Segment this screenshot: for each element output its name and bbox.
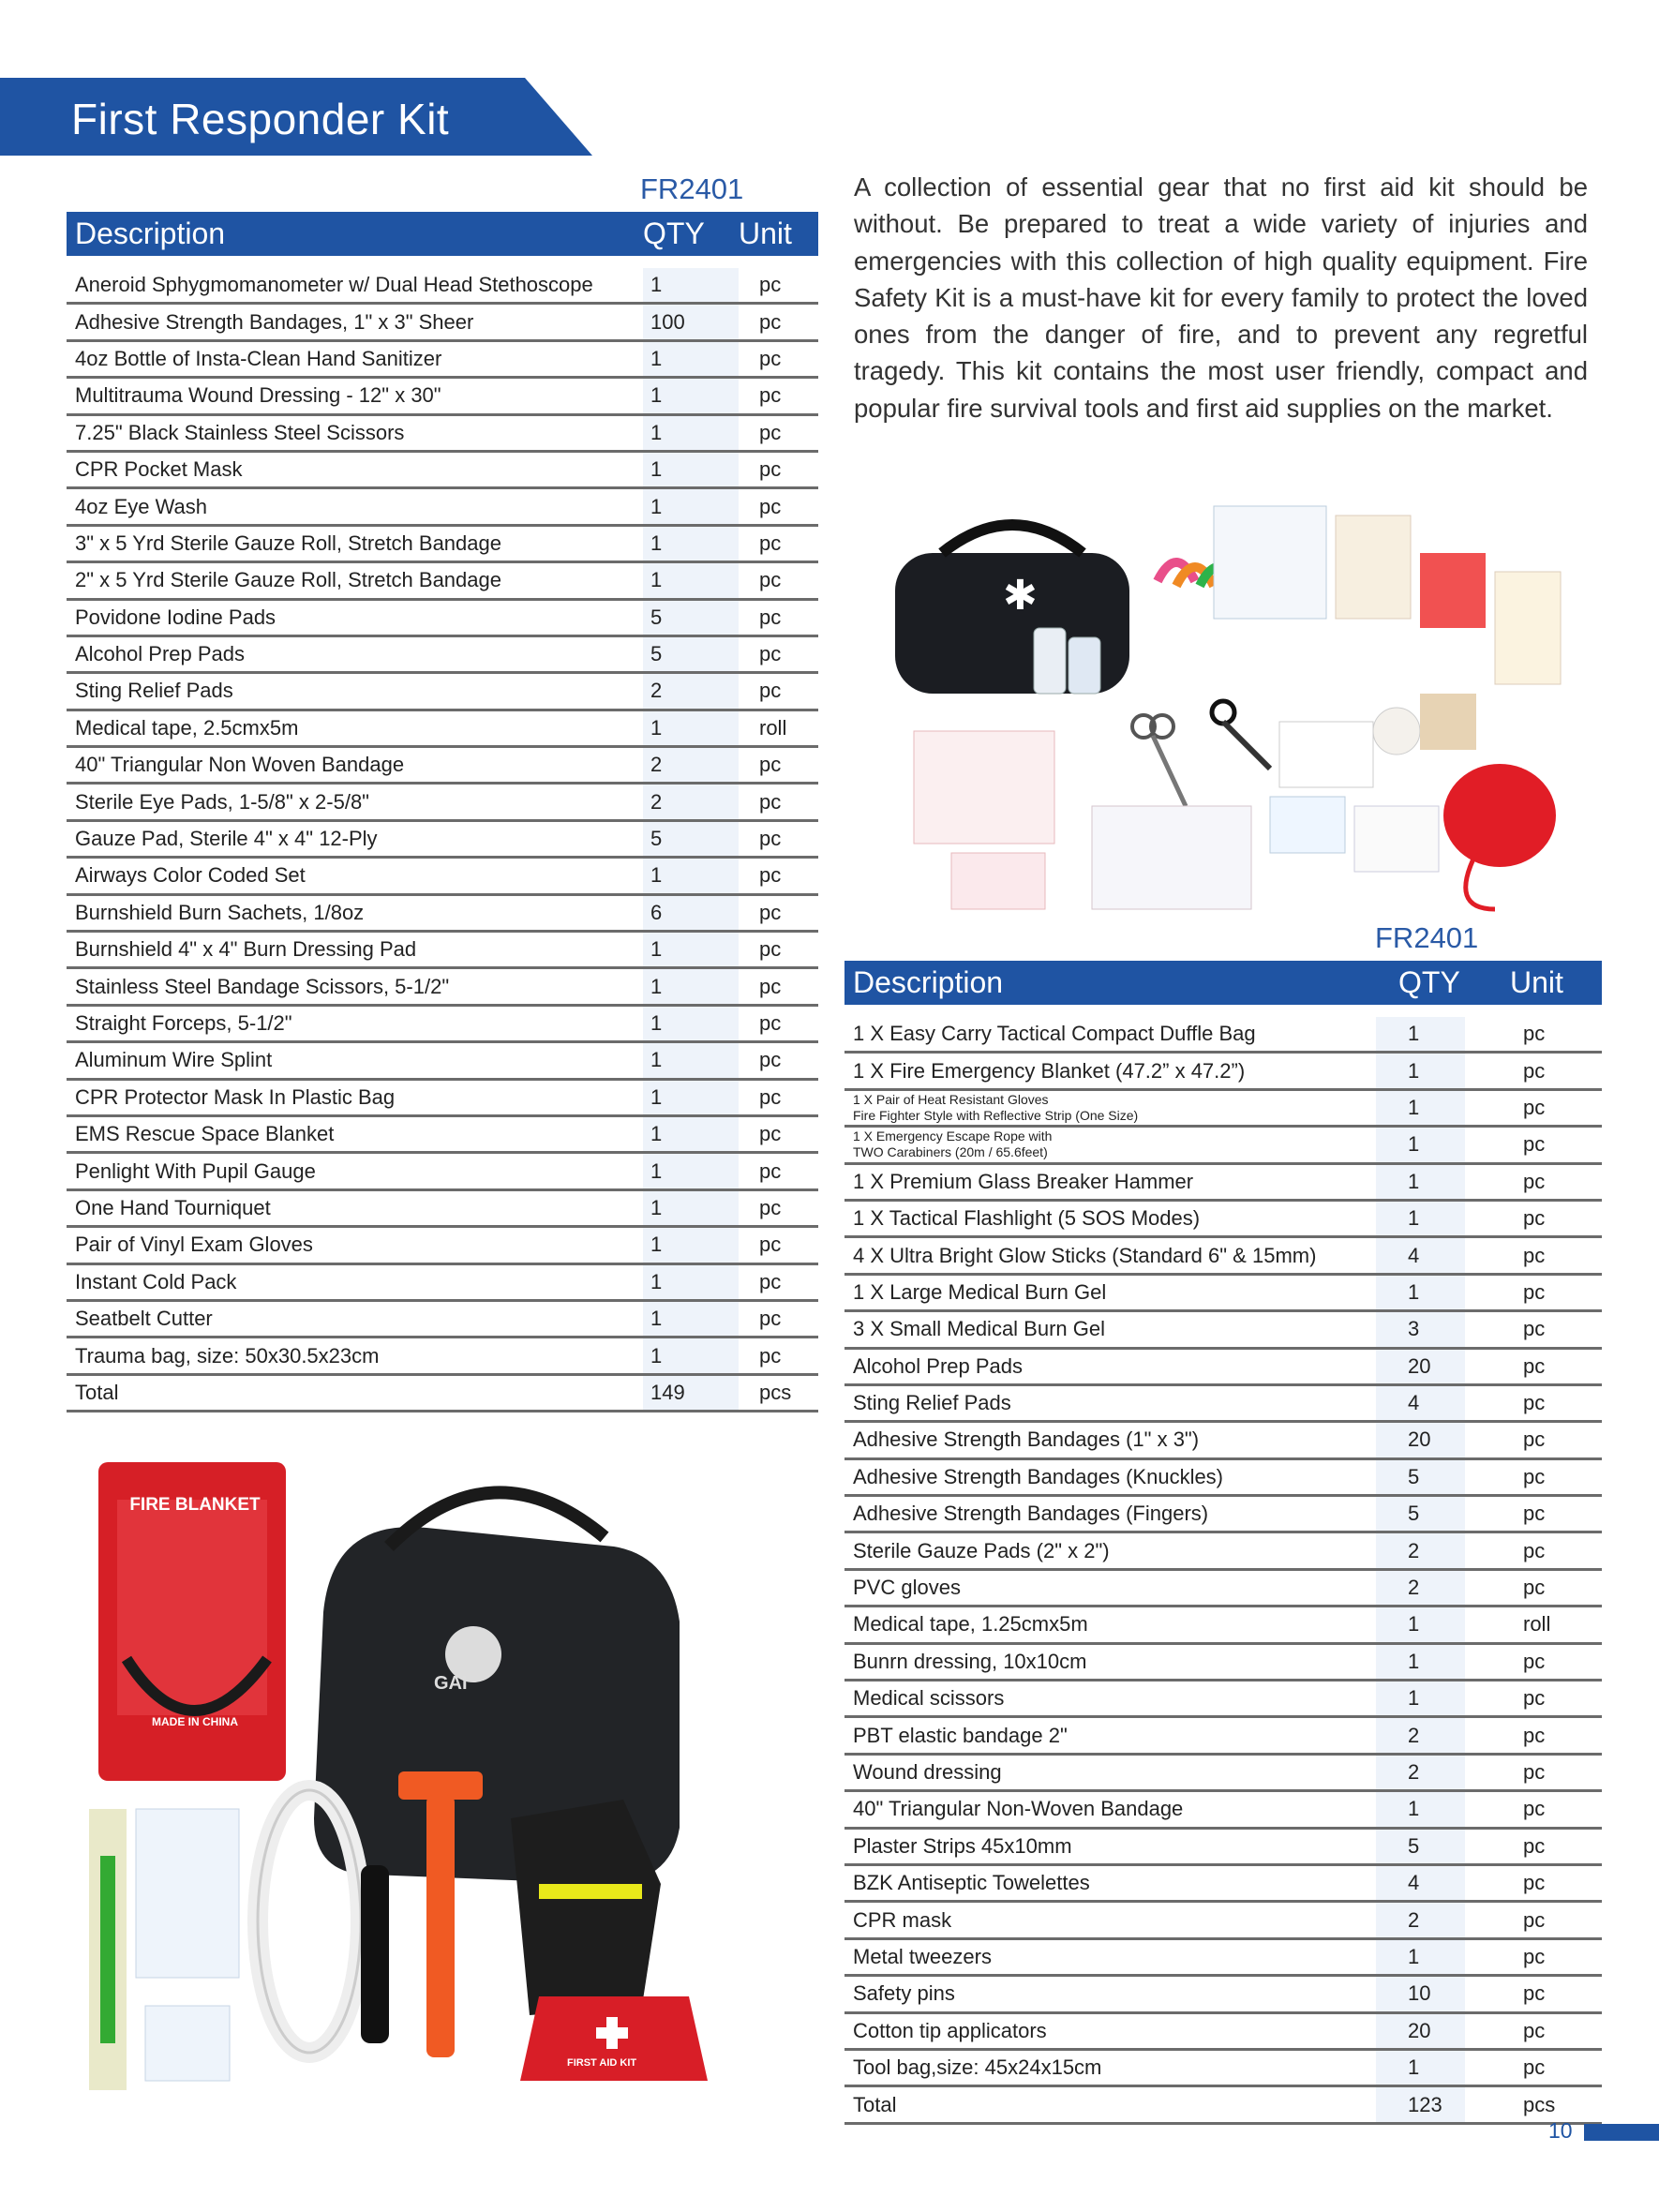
item-unit: pc xyxy=(1465,1311,1602,1348)
item-qty: 1 xyxy=(643,1227,739,1263)
item-description: 1 X Large Medical Burn Gel xyxy=(844,1274,1376,1310)
item-unit: pc xyxy=(739,1115,818,1152)
table-row xyxy=(844,1938,1602,1975)
item-qty: 1 xyxy=(1376,1681,1465,1717)
item-unit: pc xyxy=(1465,1017,1602,1053)
kit2-header-unit: Unit xyxy=(1465,961,1602,1007)
item-description: Gauze Pad, Sterile 4" x 4" 12-Ply xyxy=(67,820,643,857)
item-unit: pc xyxy=(1465,1976,1602,2012)
item-description: Pair of Vinyl Exam Gloves xyxy=(67,1227,643,1263)
table-row xyxy=(67,1189,818,1226)
item-description: Alcohol Prep Pads xyxy=(844,1348,1376,1384)
item-qty: 100 xyxy=(643,304,739,340)
item-description-line2: Fire Fighter Style with Reflective Strip (One Size) xyxy=(853,1107,1139,1123)
table-row xyxy=(844,1532,1602,1569)
table-row xyxy=(67,784,818,820)
table-row xyxy=(844,1643,1602,1680)
item-qty: 2 xyxy=(1376,1569,1465,1606)
item-qty: 6 xyxy=(643,894,739,931)
item-unit: pc xyxy=(739,1005,818,1041)
item-description: 40" Triangular Non-Woven Bandage xyxy=(844,1791,1376,1828)
item-description: 1 X Easy Carry Tactical Compact Duffle Bag xyxy=(844,1017,1376,1053)
kit2-header-row xyxy=(844,961,1602,1007)
table-row xyxy=(844,2049,1602,2085)
item-description: 1 X Premium Glass Breaker Hammer xyxy=(844,1163,1376,1200)
table-row xyxy=(844,1828,1602,1864)
item-unit: pc xyxy=(1465,1127,1602,1163)
item-unit: pc xyxy=(1465,1053,1602,1089)
item-qty: 2 xyxy=(643,747,739,784)
item-description: Medical tape, 2.5cmx5m xyxy=(67,710,643,746)
item-unit: pc xyxy=(739,488,818,525)
spacer-row xyxy=(844,1007,1602,1018)
photo-medical-kit xyxy=(876,497,1579,919)
table-row xyxy=(844,2012,1602,2049)
item-qty: 3 xyxy=(1376,1311,1465,1348)
item-qty: 1 xyxy=(643,1189,739,1226)
item-qty: 1 xyxy=(1376,1643,1465,1680)
item-description xyxy=(844,1127,1376,1163)
item-unit: pc xyxy=(1465,1864,1602,1901)
item-qty: 1 xyxy=(1376,1089,1465,1126)
item-qty: 1 xyxy=(1376,1053,1465,1089)
item-description: Straight Forceps, 5-1/2" xyxy=(67,1005,643,1041)
item-description: Plaster Strips 45x10mm xyxy=(844,1828,1376,1864)
item-description: One Hand Tourniquet xyxy=(67,1189,643,1226)
item-unit: pc xyxy=(1465,1422,1602,1458)
item-description: Adhesive Strength Bandages, 1" x 3" Sheer xyxy=(67,304,643,340)
item-description: PVC gloves xyxy=(844,1569,1376,1606)
kit1-header-row xyxy=(67,212,818,258)
spacer-row xyxy=(67,258,818,269)
item-description: 40" Triangular Non Woven Bandage xyxy=(67,747,643,784)
item-description: Total xyxy=(67,1374,643,1411)
table-row xyxy=(67,268,818,304)
table-row xyxy=(844,1017,1602,1053)
table-row xyxy=(844,1311,1602,1348)
table-row xyxy=(844,1569,1602,1606)
item-description: Aluminum Wire Splint xyxy=(67,1042,643,1079)
item-qty: 1 xyxy=(1376,1938,1465,1975)
table-row xyxy=(844,1163,1602,1200)
page-number: 10 xyxy=(1548,2118,1573,2143)
item-unit: pc xyxy=(739,968,818,1005)
item-description: 4 X Ultra Bright Glow Sticks (Standard 6" & 15mm) xyxy=(844,1237,1376,1274)
item-description: Povidone Iodine Pads xyxy=(67,599,643,635)
item-qty: 10 xyxy=(1376,1976,1465,2012)
item-unit: pc xyxy=(739,1227,818,1263)
item-description: Burnshield 4" x 4" Burn Dressing Pad xyxy=(67,932,643,968)
table-row xyxy=(67,820,818,857)
table-row xyxy=(844,1127,1602,1163)
item-description: Cotton tip applicators xyxy=(844,2012,1376,2049)
table-row xyxy=(844,1348,1602,1384)
item-description: Airways Color Coded Set xyxy=(67,858,643,894)
item-qty: 1 xyxy=(643,378,739,414)
item-unit: pc xyxy=(739,932,818,968)
table-row xyxy=(67,1263,818,1300)
item-qty: 2 xyxy=(1376,1717,1465,1754)
kit2-header-description: Description xyxy=(844,961,1376,1007)
table-row xyxy=(67,1005,818,1041)
item-qty: 1 xyxy=(1376,1017,1465,1053)
item-description: Penlight With Pupil Gauge xyxy=(67,1153,643,1189)
table-row xyxy=(844,1384,1602,1421)
item-unit: pc xyxy=(739,747,818,784)
item-unit: pcs xyxy=(1465,2086,1602,2123)
item-unit: pc xyxy=(1465,1643,1602,1680)
table-row xyxy=(67,968,818,1005)
table-row xyxy=(844,1607,1602,1643)
item-unit: pc xyxy=(1465,1532,1602,1569)
item-description: Tool bag,size: 45x24x15cm xyxy=(844,2049,1376,2085)
table-row xyxy=(67,1300,818,1337)
item-description: 4oz Bottle of Insta-Clean Hand Sanitizer xyxy=(67,340,643,377)
item-qty: 20 xyxy=(1376,1422,1465,1458)
item-qty: 1 xyxy=(643,1005,739,1041)
table-row xyxy=(844,1976,1602,2012)
item-qty: 1 xyxy=(1376,1200,1465,1236)
bag-brand-label: GAI xyxy=(434,1673,468,1694)
total-row xyxy=(844,2086,1602,2123)
kit1-table xyxy=(67,212,818,1412)
item-qty: 1 xyxy=(643,1263,739,1300)
item-unit: pc xyxy=(739,1189,818,1226)
item-description: 1 X Tactical Flashlight (5 SOS Modes) xyxy=(844,1200,1376,1236)
item-description-line1: 1 X Pair of Heat Resistant Gloves xyxy=(853,1091,1049,1107)
item-unit: pc xyxy=(1465,1717,1602,1754)
table-row xyxy=(67,1042,818,1079)
item-unit: pc xyxy=(739,599,818,635)
table-row xyxy=(67,1115,818,1152)
item-description-line2: TWO Carabiners (20m / 65.6feet) xyxy=(853,1144,1048,1160)
item-qty: 20 xyxy=(1376,2012,1465,2049)
item-qty: 1 xyxy=(643,340,739,377)
item-description: Wound dressing xyxy=(844,1754,1376,1790)
item-qty: 2 xyxy=(643,784,739,820)
item-description: Medical tape, 1.25cmx5m xyxy=(844,1607,1376,1643)
item-qty: 1 xyxy=(643,562,739,599)
kit2-table xyxy=(844,961,1602,2125)
kit1-header-description: Description xyxy=(67,212,643,258)
table-row xyxy=(844,1496,1602,1532)
item-qty: 5 xyxy=(643,599,739,635)
item-unit: pc xyxy=(739,820,818,857)
item-qty: 5 xyxy=(1376,1458,1465,1495)
item-qty: 1 xyxy=(643,1153,739,1189)
item-qty: 5 xyxy=(643,635,739,672)
item-qty: 1 xyxy=(643,1079,739,1115)
item-qty: 149 xyxy=(643,1374,739,1411)
item-description: Seatbelt Cutter xyxy=(67,1300,643,1337)
table-row xyxy=(67,599,818,635)
table-row xyxy=(844,1902,1602,1938)
kit2-header-qty: QTY xyxy=(1376,961,1465,1007)
table-row xyxy=(67,932,818,968)
item-description: BZK Antiseptic Towelettes xyxy=(844,1864,1376,1901)
item-qty: 1 xyxy=(643,525,739,561)
item-qty: 2 xyxy=(1376,1902,1465,1938)
item-description: Stainless Steel Bandage Scissors, 5-1/2" xyxy=(67,968,643,1005)
item-description: PBT elastic bandage 2" xyxy=(844,1717,1376,1754)
pouch-label: FIRST AID KIT xyxy=(567,2057,637,2069)
item-description: CPR mask xyxy=(844,1902,1376,1938)
item-qty: 4 xyxy=(1376,1237,1465,1274)
item-description: Safety pins xyxy=(844,1976,1376,2012)
item-unit: pc xyxy=(1465,1681,1602,1717)
kit1-header-qty: QTY xyxy=(643,212,739,258)
table-row xyxy=(67,635,818,672)
item-unit: pc xyxy=(1465,1274,1602,1310)
item-unit: pc xyxy=(1465,1938,1602,1975)
item-unit: pc xyxy=(739,858,818,894)
item-qty: 5 xyxy=(643,820,739,857)
table-row xyxy=(844,1274,1602,1310)
item-unit: pcs xyxy=(739,1374,818,1411)
item-description: 4oz Eye Wash xyxy=(67,488,643,525)
item-description: Alcohol Prep Pads xyxy=(67,635,643,672)
item-unit: pc xyxy=(739,340,818,377)
item-qty: 1 xyxy=(1376,1127,1465,1163)
table-row xyxy=(67,858,818,894)
item-qty: 2 xyxy=(1376,1754,1465,1790)
item-description xyxy=(844,1089,1376,1126)
item-description: Instant Cold Pack xyxy=(67,1263,643,1300)
item-qty: 1 xyxy=(643,1115,739,1152)
table-row xyxy=(67,488,818,525)
item-unit: roll xyxy=(1465,1607,1602,1643)
item-unit: pc xyxy=(1465,1384,1602,1421)
item-description: Trauma bag, size: 50x30.5x23cm xyxy=(67,1338,643,1374)
item-description: 3" x 5 Yrd Sterile Gauze Roll, Stretch Bandage xyxy=(67,525,643,561)
table-row xyxy=(67,1227,818,1263)
item-description: Aneroid Sphygmomanometer w/ Dual Head Stethoscope xyxy=(67,268,643,304)
item-unit: pc xyxy=(1465,1791,1602,1828)
item-description: Adhesive Strength Bandages (1" x 3") xyxy=(844,1422,1376,1458)
item-unit: pc xyxy=(1465,1902,1602,1938)
item-unit: pc xyxy=(739,635,818,672)
item-unit: pc xyxy=(739,1079,818,1115)
table-row xyxy=(67,525,818,561)
item-qty: 1 xyxy=(1376,1791,1465,1828)
item-unit: pc xyxy=(1465,1163,1602,1200)
intro-paragraph: A collection of essential gear that no first aid kit should be without. Be prepared to treat a wide variety of injuries and emergencies with this collection of high quality equipment. Fire Safety Kit is a must-have kit for every family to protect the loved ones from the danger of fire, and to prevent any regretful tragedy. This kit contains the most user friendly, compact and popular fire survival tools and first aid supplies on the market. xyxy=(854,172,1588,423)
item-unit: pc xyxy=(739,1300,818,1337)
item-qty: 5 xyxy=(1376,1828,1465,1864)
item-qty: 1 xyxy=(1376,2049,1465,2085)
item-unit: pc xyxy=(739,784,818,820)
item-unit: pc xyxy=(739,673,818,710)
item-description: Sting Relief Pads xyxy=(844,1384,1376,1421)
table-row xyxy=(844,1864,1602,1901)
table-row xyxy=(844,1089,1602,1126)
item-description: Total xyxy=(844,2086,1376,2123)
item-unit: pc xyxy=(1465,2049,1602,2085)
item-qty: 2 xyxy=(1376,1532,1465,1569)
fire-safety-kit-illustration xyxy=(89,1443,731,2100)
kit1-product-code: FR2401 xyxy=(640,172,744,205)
item-unit: pc xyxy=(739,525,818,561)
table-row xyxy=(67,562,818,599)
item-qty: 5 xyxy=(1376,1496,1465,1532)
table-row xyxy=(67,304,818,340)
medical-kit-illustration xyxy=(876,497,1579,919)
item-description: EMS Rescue Space Blanket xyxy=(67,1115,643,1152)
table-row xyxy=(67,378,818,414)
item-unit: pc xyxy=(739,562,818,599)
item-qty: 1 xyxy=(643,1300,739,1337)
item-unit: pc xyxy=(739,268,818,304)
table-row xyxy=(844,1200,1602,1236)
table-row xyxy=(67,451,818,487)
table-row xyxy=(67,747,818,784)
item-unit: pc xyxy=(1465,1089,1602,1126)
item-unit: pc xyxy=(1465,1754,1602,1790)
item-unit: pc xyxy=(739,304,818,340)
item-unit: pc xyxy=(1465,2012,1602,2049)
item-unit: pc xyxy=(1465,1458,1602,1495)
table-row xyxy=(844,1422,1602,1458)
table-row xyxy=(67,1153,818,1189)
item-qty: 1 xyxy=(1376,1163,1465,1200)
item-unit: pc xyxy=(1465,1348,1602,1384)
item-unit: pc xyxy=(1465,1828,1602,1864)
item-qty: 1 xyxy=(643,268,739,304)
item-description: Bunrn dressing, 10x10cm xyxy=(844,1643,1376,1680)
item-qty: 1 xyxy=(643,968,739,1005)
item-description-line1: 1 X Emergency Escape Rope with xyxy=(853,1128,1053,1144)
fire-blanket-made: MADE IN CHINA xyxy=(152,1715,238,1728)
item-unit: roll xyxy=(739,710,818,746)
item-unit: pc xyxy=(739,451,818,487)
item-qty: 1 xyxy=(643,858,739,894)
item-qty: 1 xyxy=(643,710,739,746)
kit2-product-code: FR2401 xyxy=(1375,921,1479,954)
item-description: CPR Protector Mask In Plastic Bag xyxy=(67,1079,643,1115)
item-qty: 4 xyxy=(1376,1384,1465,1421)
item-description: Sterile Gauze Pads (2" x 2") xyxy=(844,1532,1376,1569)
table-row xyxy=(844,1458,1602,1495)
item-unit: pc xyxy=(739,1042,818,1079)
item-description: Multitrauma Wound Dressing - 12" x 30" xyxy=(67,378,643,414)
item-unit: pc xyxy=(739,1153,818,1189)
item-unit: pc xyxy=(739,378,818,414)
table-row xyxy=(67,1079,818,1115)
item-qty: 1 xyxy=(643,414,739,451)
item-description: Adhesive Strength Bandages (Fingers) xyxy=(844,1496,1376,1532)
item-unit: pc xyxy=(1465,1569,1602,1606)
item-qty: 2 xyxy=(643,673,739,710)
item-qty: 1 xyxy=(643,932,739,968)
item-description: 1 X Fire Emergency Blanket (47.2” x 47.2”) xyxy=(844,1053,1376,1089)
table-row xyxy=(844,1754,1602,1790)
table-row xyxy=(67,1338,818,1374)
table-row xyxy=(67,340,818,377)
table-row xyxy=(844,1717,1602,1754)
item-description: CPR Pocket Mask xyxy=(67,451,643,487)
item-qty: 1 xyxy=(1376,1274,1465,1310)
kit1-header-unit: Unit xyxy=(739,212,818,258)
item-unit: pc xyxy=(1465,1237,1602,1274)
item-description: Adhesive Strength Bandages (Knuckles) xyxy=(844,1458,1376,1495)
item-qty: 20 xyxy=(1376,1348,1465,1384)
table-row xyxy=(67,710,818,746)
item-qty: 1 xyxy=(643,451,739,487)
item-qty: 1 xyxy=(1376,1607,1465,1643)
item-description: 7.25" Black Stainless Steel Scissors xyxy=(67,414,643,451)
fire-blanket-label: FIRE BLANKET xyxy=(129,1495,261,1515)
item-qty: 1 xyxy=(643,488,739,525)
item-qty: 123 xyxy=(1376,2086,1465,2123)
item-unit: pc xyxy=(739,1263,818,1300)
page-title: First Responder Kit xyxy=(71,95,450,143)
total-row xyxy=(67,1374,818,1411)
item-description: 3 X Small Medical Burn Gel xyxy=(844,1311,1376,1348)
item-description: 2" x 5 Yrd Sterile Gauze Roll, Stretch Bandage xyxy=(67,562,643,599)
item-qty: 1 xyxy=(643,1042,739,1079)
item-description: Sterile Eye Pads, 1-5/8" x 2-5/8" xyxy=(67,784,643,820)
item-description: Burnshield Burn Sachets, 1/8oz xyxy=(67,894,643,931)
item-qty: 4 xyxy=(1376,1864,1465,1901)
item-description: Medical scissors xyxy=(844,1681,1376,1717)
item-description: Metal tweezers xyxy=(844,1938,1376,1975)
item-unit: pc xyxy=(739,1338,818,1374)
table-row xyxy=(844,1681,1602,1717)
table-row xyxy=(844,1791,1602,1828)
item-description: Sting Relief Pads xyxy=(67,673,643,710)
table-row xyxy=(67,414,818,451)
item-unit: pc xyxy=(739,414,818,451)
table-row xyxy=(844,1237,1602,1274)
item-unit: pc xyxy=(1465,1496,1602,1532)
svg-text:✱: ✱ xyxy=(1003,572,1038,620)
item-qty: 1 xyxy=(643,1338,739,1374)
item-unit: pc xyxy=(739,894,818,931)
item-unit: pc xyxy=(1465,1200,1602,1236)
table-row xyxy=(844,1053,1602,1089)
photo-fire-safety-kit xyxy=(89,1443,731,2100)
table-row xyxy=(67,673,818,710)
table-row xyxy=(67,894,818,931)
page-number-bar xyxy=(1584,2124,1659,2141)
